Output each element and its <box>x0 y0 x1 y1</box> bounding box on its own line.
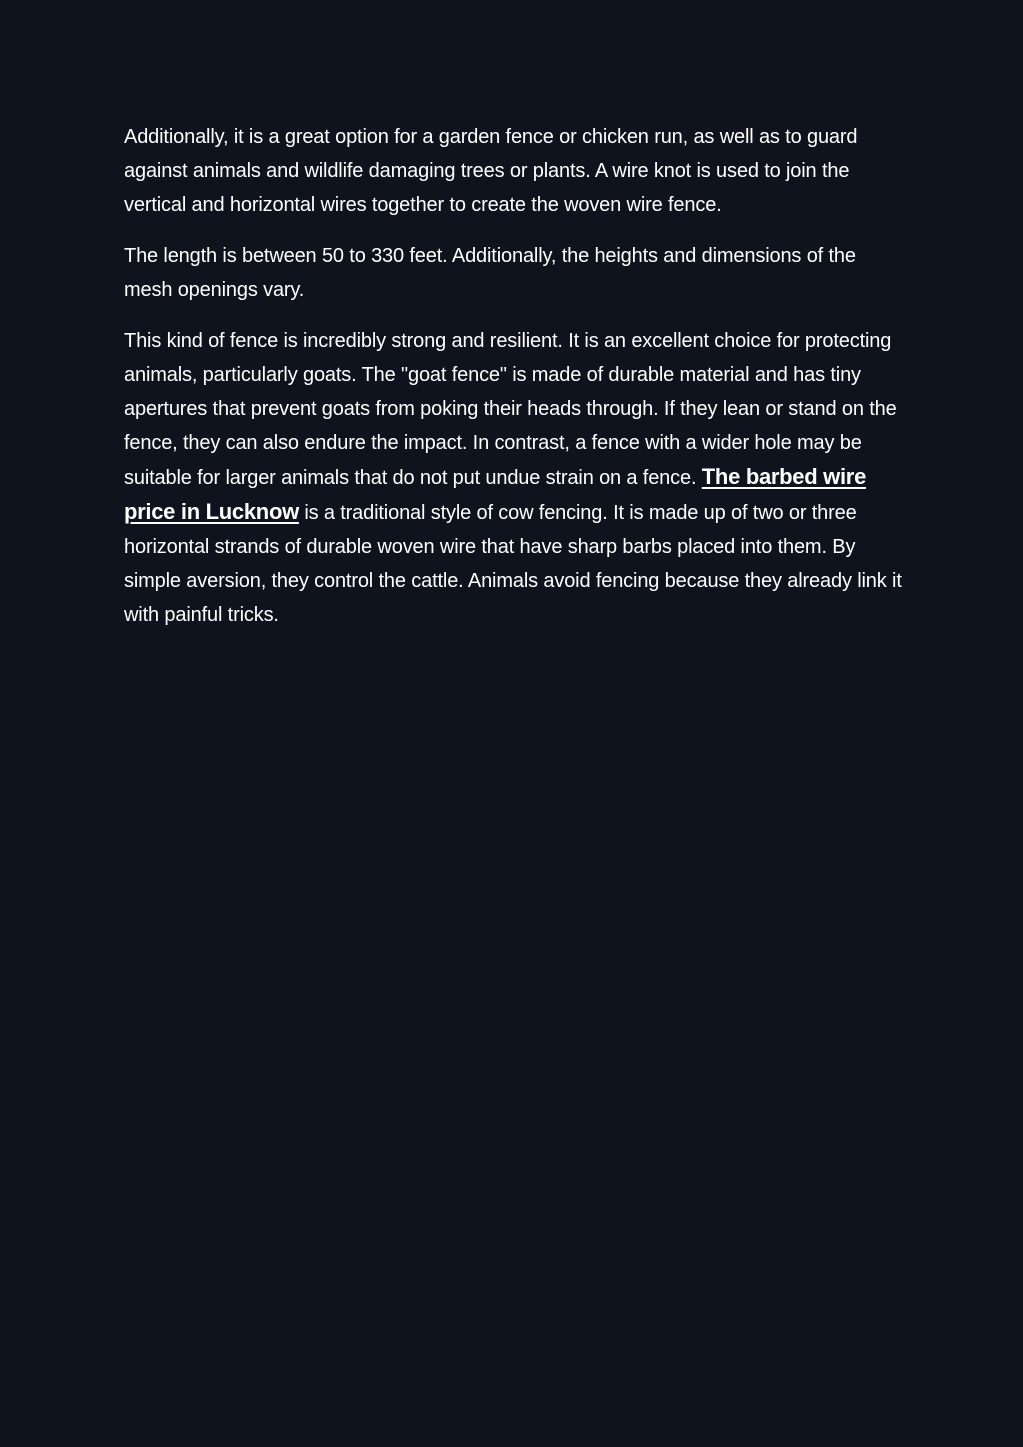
document-body <box>124 120 904 649</box>
paragraph-1: Additionally, it is a great option for a garden fence or chicken run, as well as to guard against animals and wildlife damaging trees or plants. A wire knot is used to join the vertical and horizontal wires together to create the woven wire fence. <box>124 126 858 216</box>
paragraph-3 <box>124 324 904 632</box>
barbed-wire-price-link[interactable]: The barbed wire price in Lucknow <box>124 464 867 524</box>
paragraph-3-text-before-link: This kind of fence is incredibly strong and resilient. It is an excellent choice for protecting animals, particularly goats. The "goat fence" is made of durable material and has tiny apertures that prevent goats from poking their heads through. If they lean or stand on the fence, they can also endure the impact. In contrast, a fence with a wider hole may be suitable for larger animals that do not put undue strain on a fence. <box>124 330 897 489</box>
paragraph-3-text-after-link: is a traditional style of cow fencing. It is made up of two or three horizontal strands of durable woven wire that have sharp barbs placed into them. By simple aversion, they control the cattle. Animals avoid fencing because they already link it with painful tricks. <box>124 502 902 626</box>
paragraph-2: The length is between 50 to 330 feet. Additionally, the heights and dimensions of the mesh openings vary. <box>124 245 856 301</box>
